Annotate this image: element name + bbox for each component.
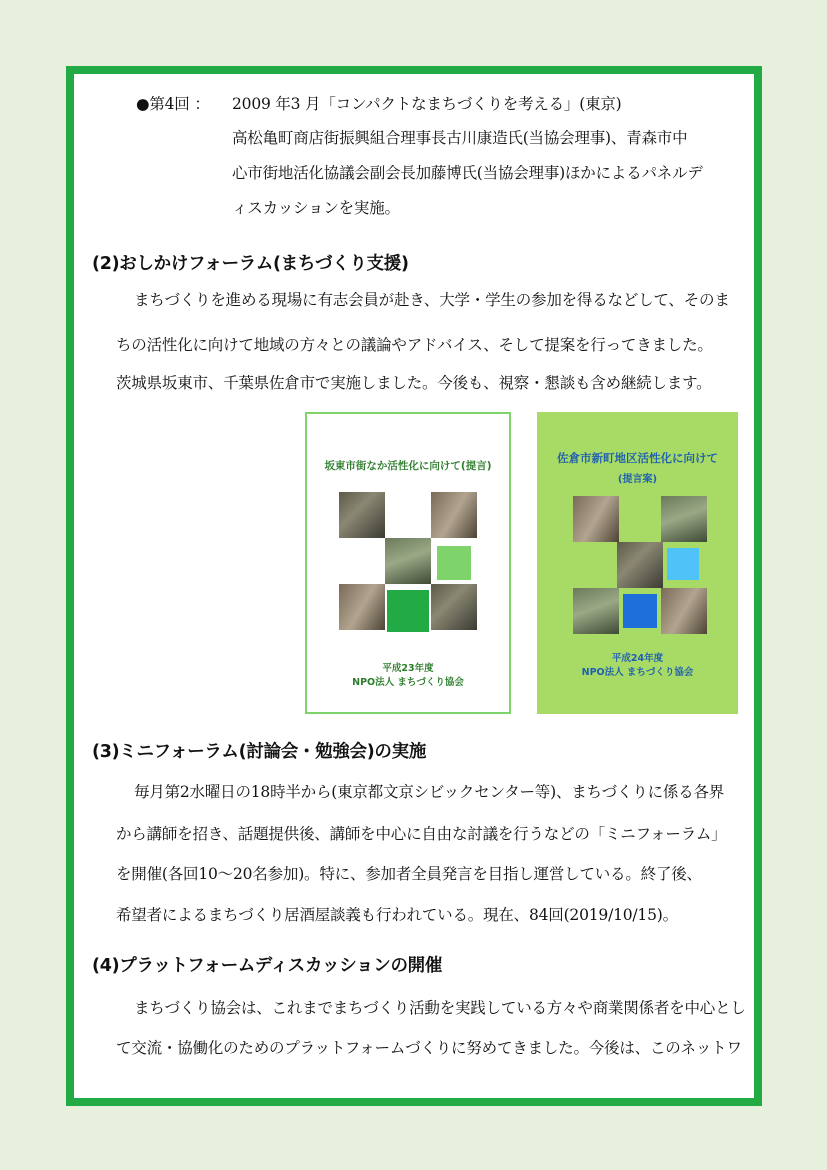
report-cover-sakura xyxy=(537,412,738,714)
round-title: 2009 年3 月「コンパクトなまちづくりを考える」(東京) xyxy=(232,95,622,113)
decorative-square xyxy=(437,546,471,580)
cover-photo xyxy=(573,496,619,542)
section4-text-line: まちづくり協会は、これまでまちづくり活動を実践している方々や商業関係者を中心とし xyxy=(134,999,746,1017)
section4-heading: (4)プラットフォームディスカッションの開催 xyxy=(92,956,443,976)
content-frame xyxy=(66,66,762,1106)
cover-photo xyxy=(661,588,707,634)
section3-text-line: から講師を招き、話題提供後、講師を中心に自由な討議を行うなどの「ミニフォーラム」 xyxy=(116,825,727,843)
cover-photo xyxy=(431,584,477,630)
decorative-square xyxy=(667,548,699,580)
cover-publisher: NPO法人 まちづくり協会 xyxy=(352,677,464,688)
cover-title: 坂東市街なか活性化に向けて(提言) xyxy=(324,460,492,472)
section3-heading: (3)ミニフォーラム(討論会・勉強会)の実施 xyxy=(92,742,427,762)
decorative-square xyxy=(387,590,429,632)
report-cover-bando xyxy=(305,412,511,714)
cover-photo xyxy=(573,588,619,634)
cover-photo xyxy=(385,538,431,584)
cover-photo xyxy=(339,492,385,538)
section2-text-line: ちの活性化に向けて地域の方々との議論やアドバイス、そして提案を行ってきました。 xyxy=(116,336,713,354)
section3-text-line: 毎月第2水曜日の18時半から(東京都文京シビックセンター等)、まちづくりに係る各界 xyxy=(134,783,725,801)
section2-text-line: まちづくりを進める現場に有志会員が赴き、大学・学生の参加を得るなどして、そのま xyxy=(134,291,730,309)
section3-text-line: を開催(各回10～20名参加)。特に、参加者全員発言を目指し運営している。終了後、 xyxy=(116,865,702,883)
section4-text-line: て交流・協働化のためのプラットフォームづくりに努めてきました。今後は、このネットワ xyxy=(116,1039,742,1057)
section3-text-line: 希望者によるまちづくり居酒屋談義も行われている。現在、84回(2019/10/15)。 xyxy=(116,906,678,924)
cover-footer xyxy=(537,652,738,680)
section1-text-line: 高松亀町商店街振興組合理事長古川康造氏(当協会理事)、青森市中 xyxy=(232,129,688,147)
cover-photo xyxy=(617,542,663,588)
cover-year: 平成24年度 xyxy=(611,653,664,664)
cover-subtitle: (提言案) xyxy=(617,474,658,485)
section2-heading: (2)おしかけフォーラム(まちづくり支援) xyxy=(92,254,409,274)
cover-photo xyxy=(431,492,477,538)
section1-text-line: 心市街地活化協議会副会長加藤博氏(当協会理事)ほかによるパネルデ xyxy=(232,164,703,182)
cover-publisher: NPO法人 まちづくり協会 xyxy=(581,667,694,678)
section2-text-line: 茨城県坂東市、千葉県佐倉市で実施しました。今後も、視察・懇談も含め継続します。 xyxy=(116,374,712,392)
cover-photo xyxy=(661,496,707,542)
cover-title: 佐倉市新町地区活性化に向けて xyxy=(557,451,718,465)
cover-footer xyxy=(307,662,509,690)
cover-year: 平成23年度 xyxy=(382,663,434,674)
decorative-square xyxy=(623,594,657,628)
round-label: ●第4回 ： xyxy=(136,95,210,113)
section1-text-line: ィスカッションを実施。 xyxy=(232,199,400,217)
cover-photo xyxy=(339,584,385,630)
